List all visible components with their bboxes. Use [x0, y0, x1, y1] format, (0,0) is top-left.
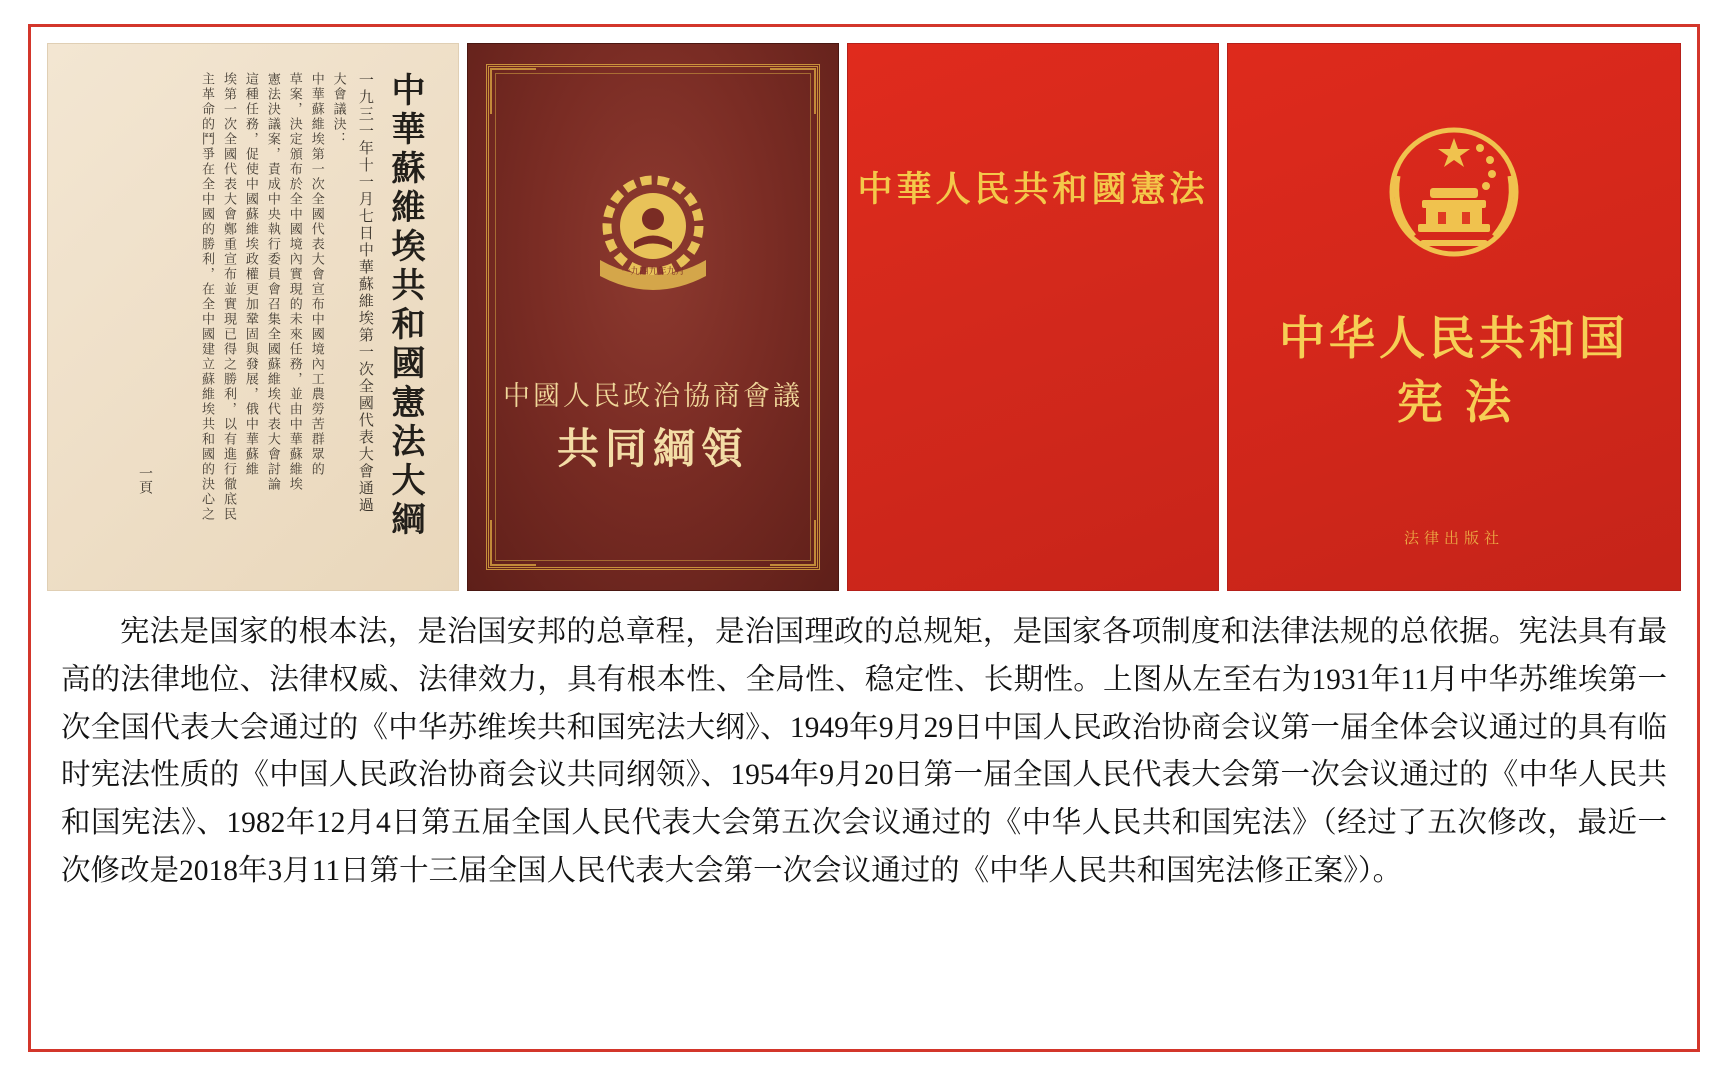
cover-1931-body-line-3: 草案，決定頒布於全中國境內實現的未來任務，並由中華蘇維埃: [287, 72, 303, 492]
cover-1982-publisher: 法律出版社: [1403, 531, 1504, 547]
cover-1931-body-line-5: 這種任務，促使中國蘇維埃政權更加鞏固與發展，俄中華蘇維: [243, 72, 259, 477]
corner-ornament-top-right: [770, 68, 816, 114]
corner-ornament-bottom-right: [770, 520, 816, 566]
cover-image-1949: [467, 43, 839, 591]
corner-ornament-top-left: [490, 68, 536, 114]
cover-image-1954: [847, 43, 1219, 591]
cover-1931-subtitle: 一九三一年十一月七日中華蘇維埃第一次全國代表大會通過: [356, 72, 373, 514]
cover-1931-page-number: 一頁: [137, 466, 152, 494]
cover-1949-caption-large: 共同綱領: [556, 427, 749, 473]
cover-1931-title: 中華蘇維埃共和國憲法大綱: [386, 72, 423, 540]
figure-caption: [47, 609, 1681, 896]
cover-1954-title: 中華人民共和國憲法: [857, 170, 1209, 209]
cover-image-1982: [1227, 43, 1681, 591]
cover-1931-body-line-1: 大會議決：: [331, 72, 347, 147]
cover-1931-body-line-7: 主革命的鬥爭在全中國的勝利，在全中國建立蘇維埃共和國的決心之: [200, 72, 216, 522]
cover-1982-title-line2: 宪法: [1397, 377, 1533, 428]
cover-image-1931: [47, 43, 459, 591]
cppcc-emblem-icon: [578, 164, 728, 314]
constitution-cover-gallery: [47, 43, 1681, 591]
figure-caption-text: 宪法是国家的根本法，是治国安邦的总章程，是治国理政的总规矩，是国家各项制度和法律法规的总依据。宪法具有最高的法律地位、法律权威、法律效力，具有根本性、全局性、稳定性、长期性。上图从左至右为1931年11月中华苏维埃第一次全国代表大会通过的《中华苏维埃共和国宪法大纲》、1949年9月29日中国人民政治协商会议第一届全体会议通过的具有临时宪法性质的《中国人民政治协商会议共同纲领》、1954年9月20日第一届全国人民代表大会第一次会议通过的《中华人民共和国宪法》、1982年12月4日第五届全国人民代表大会第五次会议通过的《中华人民共和国宪法》（经过了五次修改，最近一次修改是2018年3月11日第十三届全国人民代表大会第一次会议通过的《中华人民共和国宪法修正案》）。: [61, 616, 1667, 887]
cover-1931-body-line-4: 憲法決議案，責成中央執行委員會召集全國蘇維埃代表大會討論: [265, 72, 281, 492]
vertical-text-block-1931: [192, 72, 424, 542]
cover-1982-title-line1: 中华人民共和国: [1279, 313, 1629, 364]
cover-1931-body-line-2: 中華蘇維埃第一次全國代表大會宣布中國境內工農勞苦群眾的: [309, 72, 325, 477]
cover-1949-caption-small: 中國人民政治協商會議: [503, 381, 803, 411]
cover-1931-body-line-6: 埃第一次全國代表大會鄭重宣布並實現已得之勝利，以有進行徹底民: [221, 72, 237, 522]
svg-text:一九四九年九月: 一九四九年九月: [621, 266, 685, 276]
figure-frame: [28, 24, 1700, 1052]
national-emblem-icon: [1368, 116, 1540, 274]
corner-ornament-bottom-left: [490, 520, 536, 566]
